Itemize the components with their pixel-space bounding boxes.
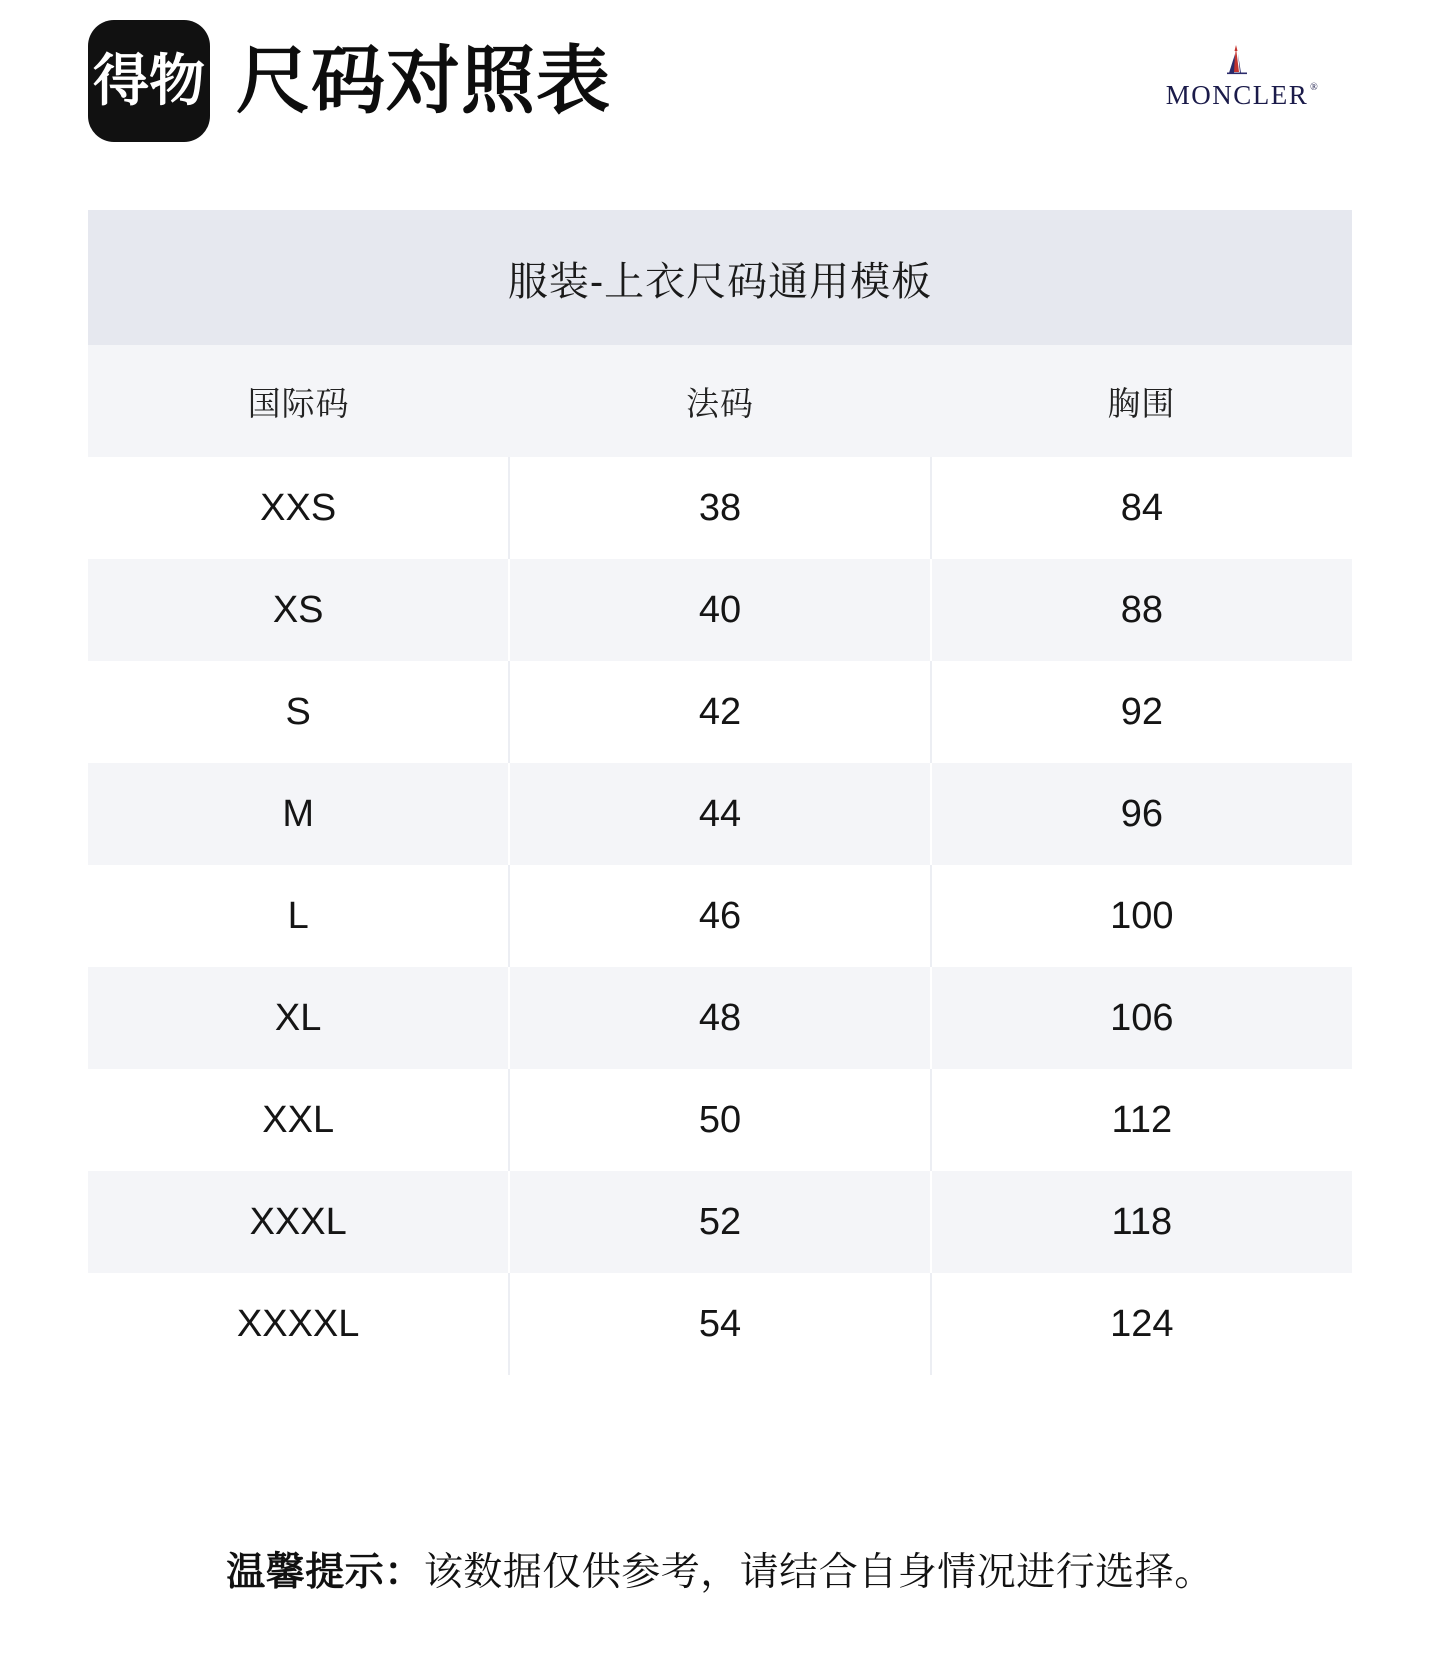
dewu-logo-badge: [88, 20, 210, 142]
cell-international: XXXXL: [88, 1273, 509, 1375]
column-header-international: 国际码: [88, 345, 509, 457]
cell-french: 42: [509, 661, 930, 763]
table-row: [88, 1069, 1352, 1171]
cell-french: 52: [509, 1171, 930, 1273]
dewu-logo-text: 得物: [93, 49, 205, 112]
cell-international: XXL: [88, 1069, 509, 1171]
disclaimer-label: 温馨提示：: [226, 1550, 424, 1594]
moncler-emblem-icon: [1209, 42, 1265, 78]
table-body: [88, 457, 1352, 1375]
moncler-wordmark: [1165, 80, 1320, 111]
table-row: [88, 661, 1352, 763]
cell-french: 44: [509, 763, 930, 865]
brand-logo: [1152, 40, 1322, 111]
cell-french: 38: [509, 457, 930, 559]
cell-international: M: [88, 763, 509, 865]
table-row: [88, 457, 1352, 559]
cell-chest: 84: [931, 457, 1352, 559]
page-header: [0, 0, 1440, 140]
cell-international: XS: [88, 559, 509, 661]
cell-french: 40: [509, 559, 930, 661]
cell-chest: 96: [931, 763, 1352, 865]
cell-chest: 106: [931, 967, 1352, 1069]
table-row: [88, 865, 1352, 967]
cell-chest: 118: [931, 1171, 1352, 1273]
column-header-french: 法码: [509, 345, 930, 457]
size-chart-table: [88, 345, 1352, 1375]
moncler-wordmark-text: MONCLER: [1165, 80, 1309, 110]
cell-french: 48: [509, 967, 930, 1069]
table-header: [88, 345, 1352, 457]
cell-french: 50: [509, 1069, 930, 1171]
size-chart: [88, 210, 1352, 1375]
disclaimer-note: [0, 1481, 1440, 1656]
size-chart-title: 服装-上衣尺码通用模板: [88, 210, 1352, 345]
cell-french: 46: [509, 865, 930, 967]
cell-chest: 124: [931, 1273, 1352, 1375]
table-row: [88, 559, 1352, 661]
table-header-row: [88, 345, 1352, 457]
disclaimer-text: 该数据仅供参考，请结合自身情况进行选择。: [423, 1550, 1214, 1594]
registered-mark-icon: ®: [1310, 82, 1320, 93]
column-header-chest: 胸围: [931, 345, 1352, 457]
moncler-mountain-icon: [1152, 40, 1322, 78]
cell-chest: 112: [931, 1069, 1352, 1171]
cell-international: XL: [88, 967, 509, 1069]
cell-international: S: [88, 661, 509, 763]
cell-chest: 100: [931, 865, 1352, 967]
table-row: [88, 1273, 1352, 1375]
table-row: [88, 967, 1352, 1069]
table-row: [88, 763, 1352, 865]
cell-french: 54: [509, 1273, 930, 1375]
cell-international: L: [88, 865, 509, 967]
page-title: 尺码对照表: [236, 39, 611, 122]
cell-chest: 92: [931, 661, 1352, 763]
table-row: [88, 1171, 1352, 1273]
cell-chest: 88: [931, 559, 1352, 661]
cell-international: XXS: [88, 457, 509, 559]
cell-international: XXXL: [88, 1171, 509, 1273]
